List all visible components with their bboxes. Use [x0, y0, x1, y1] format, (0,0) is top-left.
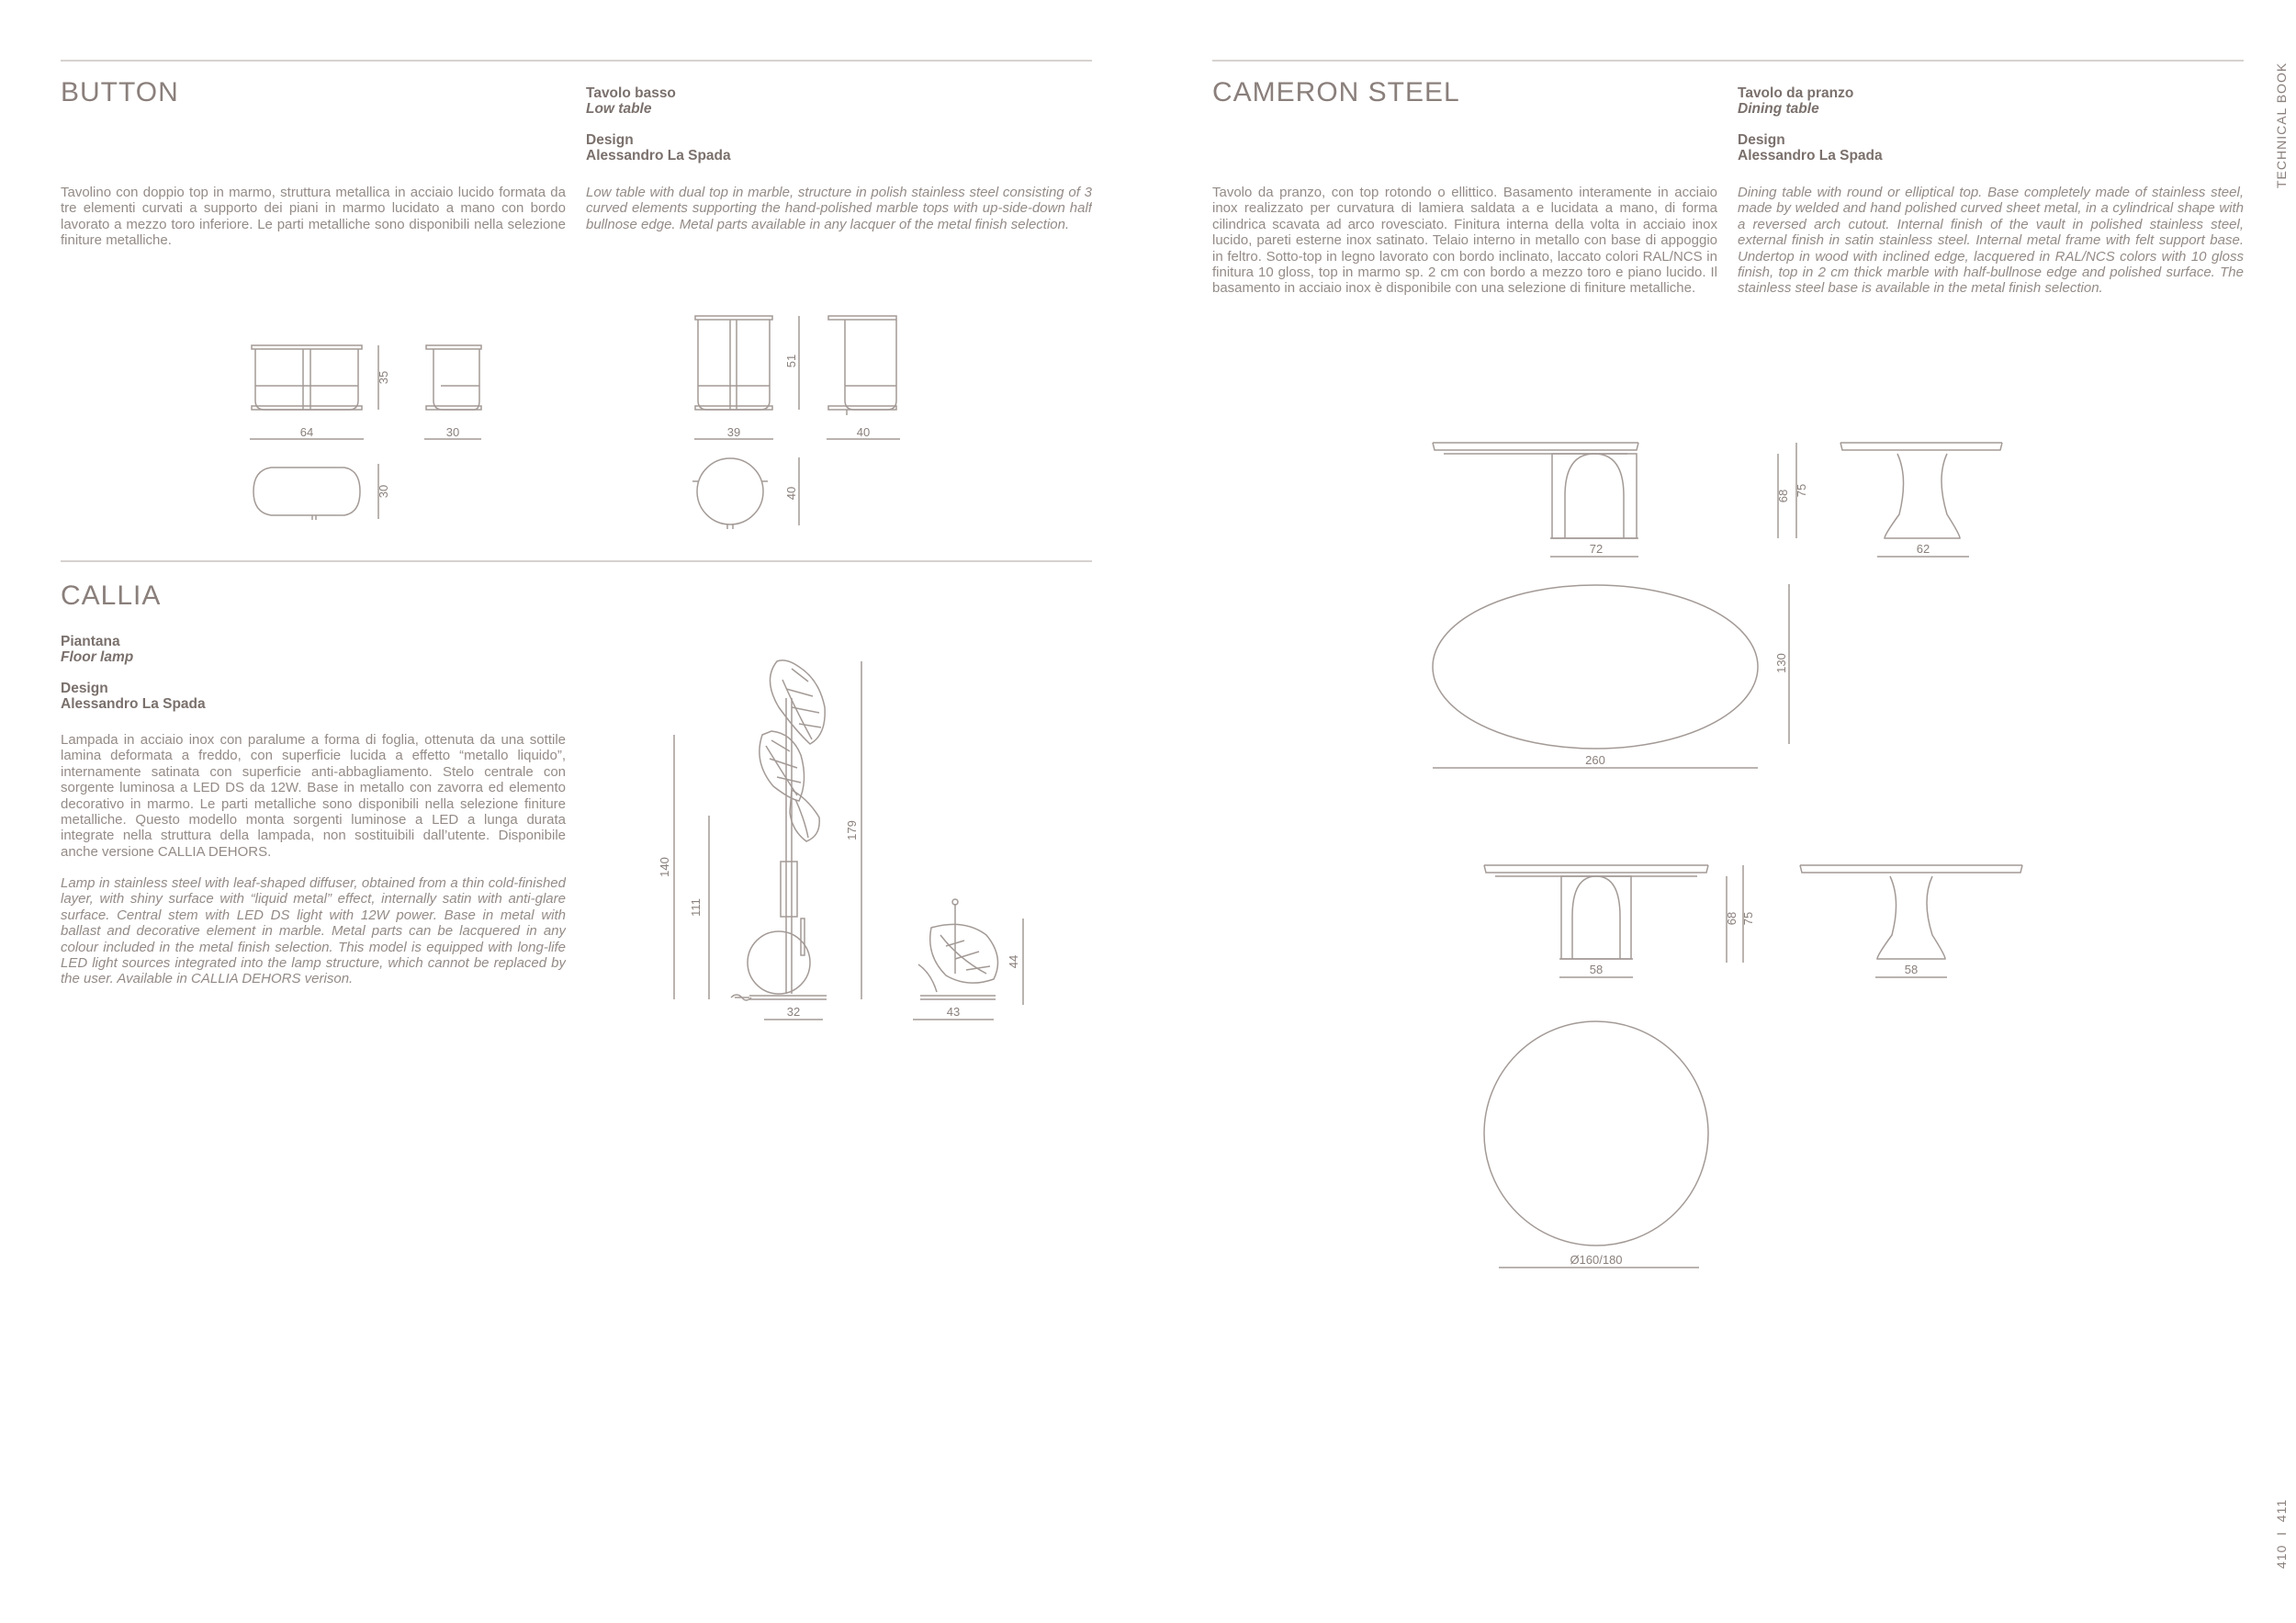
cameron-designer: Alessandro La Spada	[1738, 148, 1883, 163]
button-dim-height: 35	[377, 370, 390, 385]
button-title: BUTTON	[61, 77, 179, 107]
cameron-desc-en: Dining table with round or elliptical top. Base completely made of stainless steel, made by welded and hand polished curved sheet metal, in a cylindrical shape with a reversed arch cutout. Internal finish of the vault in polished stainless steel, external finish in satin stainless steel. Internal metal frame with felt support base. Undertop in wood with inclined edge, lacquered in RAL/NCS colors with 10 gloss finish, top in 2 cm thick marble with half-bullnose edge and polished surface. The stainless steel base is available in the metal finish selection.	[1738, 185, 2244, 297]
cameron-dim-62: 62	[1916, 542, 1930, 556]
cameron-dim-75: 75	[1795, 483, 1808, 498]
cameron-dim-68-round: 68	[1725, 911, 1739, 926]
cameron-round-side	[1800, 865, 2022, 959]
cameron-dim-68: 68	[1776, 489, 1790, 503]
cameron-dim-72: 72	[1589, 542, 1604, 556]
button-design-label: Design	[586, 132, 634, 148]
callia-dim-32: 32	[786, 1005, 801, 1019]
callia-design-label: Design	[61, 681, 108, 696]
cameron-round-top	[1484, 1021, 1708, 1245]
cameron-dim-58-front: 58	[1589, 963, 1604, 976]
cameron-oval-top	[1433, 585, 1758, 749]
button-category-en: Low table	[586, 101, 652, 117]
page-numbers: 410 I 411	[2274, 1498, 2289, 1569]
button-tall-dim-width: 39	[726, 425, 741, 439]
button-desc-en: Low table with dual top in marble, structure in polish stainless steel consisting of 3 curved elements supporting the hand-polished marble tops with up-side-down half bullnose edge. Metal parts available in any lacquer of the metal finish selection.	[586, 185, 1092, 232]
callia-category-en: Floor lamp	[61, 649, 134, 665]
button-dim-depth: 30	[445, 425, 460, 439]
button-tall-dim-top: 40	[784, 486, 798, 501]
button-tall-dim-height: 51	[784, 354, 798, 368]
cameron-dim-130: 130	[1774, 653, 1788, 673]
button-tall-dim-depth: 40	[856, 425, 871, 439]
cameron-round-front	[1484, 865, 1708, 959]
cameron-dim-diameter: Ø160/180	[1570, 1253, 1623, 1267]
cameron-dim-58-side: 58	[1904, 963, 1919, 976]
button-designer: Alessandro La Spada	[586, 148, 731, 163]
side-label-technical-book: TECHNICAL BOOK	[2274, 62, 2289, 188]
callia-title: CALLIA	[61, 580, 162, 611]
cameron-desc-it: Tavolo da pranzo, con top rotondo o ellittico. Basamento interamente in acciaio inox realizzato per curvatura di lamiera saldata a e lucidata a mano, di forma cilindrica scavata ad arco rovesciato. Finitura interna della volta in acciaio inox lucido, pareti esterne inox satinato. Telaio interno in metallo con base di appoggio in feltro. Sotto-top in legno lavorato con bordo inclinato, laccato colori RAL/NCS in finitura 10 gloss, top in marmo sp. 2 cm con bordo a mezzo toro e piano lucido. Il basamento in acciaio inox è disponibile con una selezione di finiture metalliche.	[1212, 185, 1717, 297]
cameron-dim-260: 260	[1585, 753, 1605, 767]
button-category-it: Tavolo basso	[586, 85, 676, 101]
callia-category-it: Piantana	[61, 634, 120, 649]
button-dim-width: 64	[299, 425, 314, 439]
cameron-design-label: Design	[1738, 132, 1785, 148]
callia-designer: Alessandro La Spada	[61, 696, 206, 712]
callia-desc-it: Lampada in acciaio inox con paralume a forma di foglia, ottenuta da una sottile lamina deformata a freddo, con superficie lucida a effetto “metallo liquido”, internamente satinata con superficie anti-abbagliamento. Stelo centrale con sorgente luminosa a LED DS da 12W. Base in metallo con zavorra ed elemento decorativo in marmo. Le parti metalliche sono disponibili nella selezione finiture metalliche. Questo modello monta sorgenti luminose a LED a lunga durata integrate nella struttura della lampada, non sostituibili dall’utente. Disponibile anche versione CALLIA DEHORS.	[61, 732, 566, 860]
cameron-category-en: Dining table	[1738, 101, 1819, 117]
cameron-category-it: Tavolo da pranzo	[1738, 85, 1854, 101]
cameron-title: CAMERON STEEL	[1212, 77, 1460, 107]
callia-dim-111: 111	[689, 898, 703, 917]
cameron-oval-front	[1433, 443, 1638, 538]
button-desc-it: Tavolino con doppio top in marmo, struttura metallica in acciaio lucido formata da tre elementi curvati a supporto dei piani in marmo lucidato a mano con bordo lavorato a mezzo toro inferiore. Le parti metalliche sono disponibili nella selezione finiture metalliche.	[61, 185, 566, 249]
cameron-oval-side	[1840, 443, 2002, 538]
callia-dim-44: 44	[1007, 954, 1020, 969]
callia-dim-140: 140	[658, 857, 671, 877]
button-dim-top: 30	[377, 484, 390, 499]
callia-dim-43: 43	[946, 1005, 961, 1019]
cameron-dim-75-round: 75	[1741, 911, 1755, 926]
callia-desc-en: Lamp in stainless steel with leaf-shaped diffuser, obtained from a thin cold-finished layer, with shiny surface with “liquid metal” effect, internally satin with anti-glare surface. Central stem with LED DS light with 12W power. Base in metal with ballast and decorative element in marble. Metal parts can be lacquered in any colour included in the metal finish selection. This model is equipped with long-life LED light sources integrated into the lamp structure, which cannot be replaced by the user. Available in CALLIA DEHORS verison.	[61, 875, 566, 987]
callia-dim-179: 179	[845, 820, 859, 840]
